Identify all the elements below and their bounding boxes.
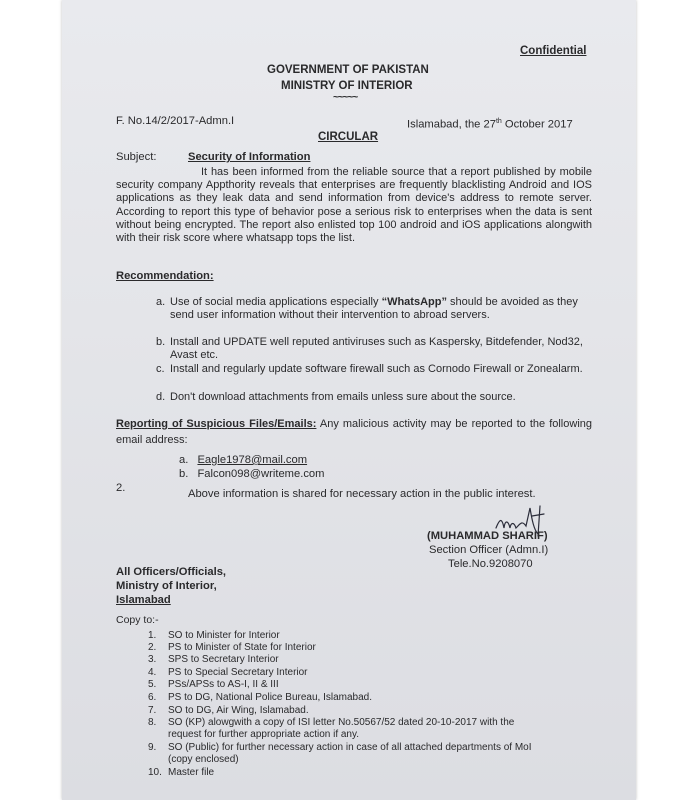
copy-item: 3. SPS to Secretary Interior — [148, 654, 279, 665]
reporting-heading: Reporting of Suspicious Files/Emails: — [116, 418, 317, 430]
copy-item: 5. PSs/APSs to AS-I, II & III — [148, 679, 279, 690]
email-item-b: b. Falcon098@writeme.com — [179, 468, 325, 480]
para2-text: Above information is shared for necessary action in the public interest. — [188, 488, 536, 500]
copy-item: 7. SO to DG, Air Wing, Islamabad. — [148, 705, 309, 716]
email-link-eagle[interactable]: Eagle1978@mail.com — [197, 454, 308, 466]
place-date: Islamabad, the 27th October 2017 — [407, 118, 573, 131]
signatory-name: (MUHAMMAD SHARIF) — [427, 530, 548, 542]
addressee-line3: Islamabad — [116, 594, 171, 606]
recommendation-item-d: d. Don't download attachments from emails unless sure about the source. — [156, 391, 516, 403]
copy-item: 2. PS to Minister of State for Interior — [148, 642, 316, 653]
header-tilde: ~~~~~ — [333, 92, 358, 103]
signatory-designation: Section Officer (Admn.I) — [429, 544, 549, 556]
email-item-a: a. Eagle1978@mail.com — [179, 454, 308, 466]
email-link-falcon[interactable]: Falcon098@writeme.com — [197, 468, 325, 480]
recommendation-item-b: b. Install and UPDATE well reputed antiviruses such as Kaspersky, Bitdefender, Nod32, Avast etc. — [156, 336, 583, 361]
copy-to-label: Copy to:- — [116, 614, 159, 626]
addressee-line2: Ministry of Interior, — [116, 580, 217, 592]
addressee-line1: All Officers/Officials, — [116, 566, 227, 578]
copy-item: 8. SO (KP) alowgwith a copy of ISI letter No.50567/52 dated 20-10-2017 with the — [148, 717, 515, 728]
copy-item: 6. PS to DG, National Police Bureau, Islamabad. — [148, 692, 372, 703]
copy-item: request for further appropriate action if any. — [168, 729, 360, 740]
reporting-paragraph: Reporting of Suspicious Files/Emails: Any malicious activity may be reported to the following email address: — [116, 418, 592, 446]
circular-heading: CIRCULAR — [318, 131, 379, 143]
copy-item: 1. SO to Minister for Interior — [148, 630, 280, 641]
file-number: F. No.14/2/2017-Admn.I — [116, 115, 235, 127]
recommendation-heading: Recommendation: — [116, 270, 214, 282]
intro-paragraph: It has been informed from the reliable source that a report published by mobile security company Appthority reveals that enterprises are frequently blacklisting Android and IOS applications as they leak data and send information from device's address to remote server. According to report this type of behavior pose a serious risk to enterprises when the data is sent without being encrypted. The report also enlisted top 100 android and iOS applications alongwith with their risk score where whatsapp tops the list. — [116, 166, 592, 245]
recommendation-item-c: c. Install and regularly update software firewall such as Cornodo Firewall or Zonealarm. — [156, 363, 583, 375]
para2-number: 2. — [116, 482, 126, 494]
government-title: GOVERNMENT OF PAKISTAN — [267, 64, 429, 76]
copy-item: 4. PS to Special Secretary Interior — [148, 667, 308, 678]
subject-title: Security of Information — [188, 151, 311, 163]
recommendation-item-a: a. Use of social media applications especially “WhatsApp” should be avoided as they send user information without their intervention to abroad servers. — [156, 296, 578, 321]
document-page — [62, 0, 636, 800]
copy-item: 10. Master file — [148, 767, 215, 778]
copy-item: 9. SO (Public) for further necessary action in case of all attached departments of MoI — [148, 742, 532, 753]
confidential-mark: Confidential — [520, 45, 587, 57]
signatory-tele: Tele.No.9208070 — [448, 558, 533, 570]
copy-item: (copy enclosed) — [168, 754, 239, 765]
ministry-title: MINISTRY OF INTERIOR — [281, 80, 413, 92]
subject-label: Subject: — [116, 151, 157, 163]
